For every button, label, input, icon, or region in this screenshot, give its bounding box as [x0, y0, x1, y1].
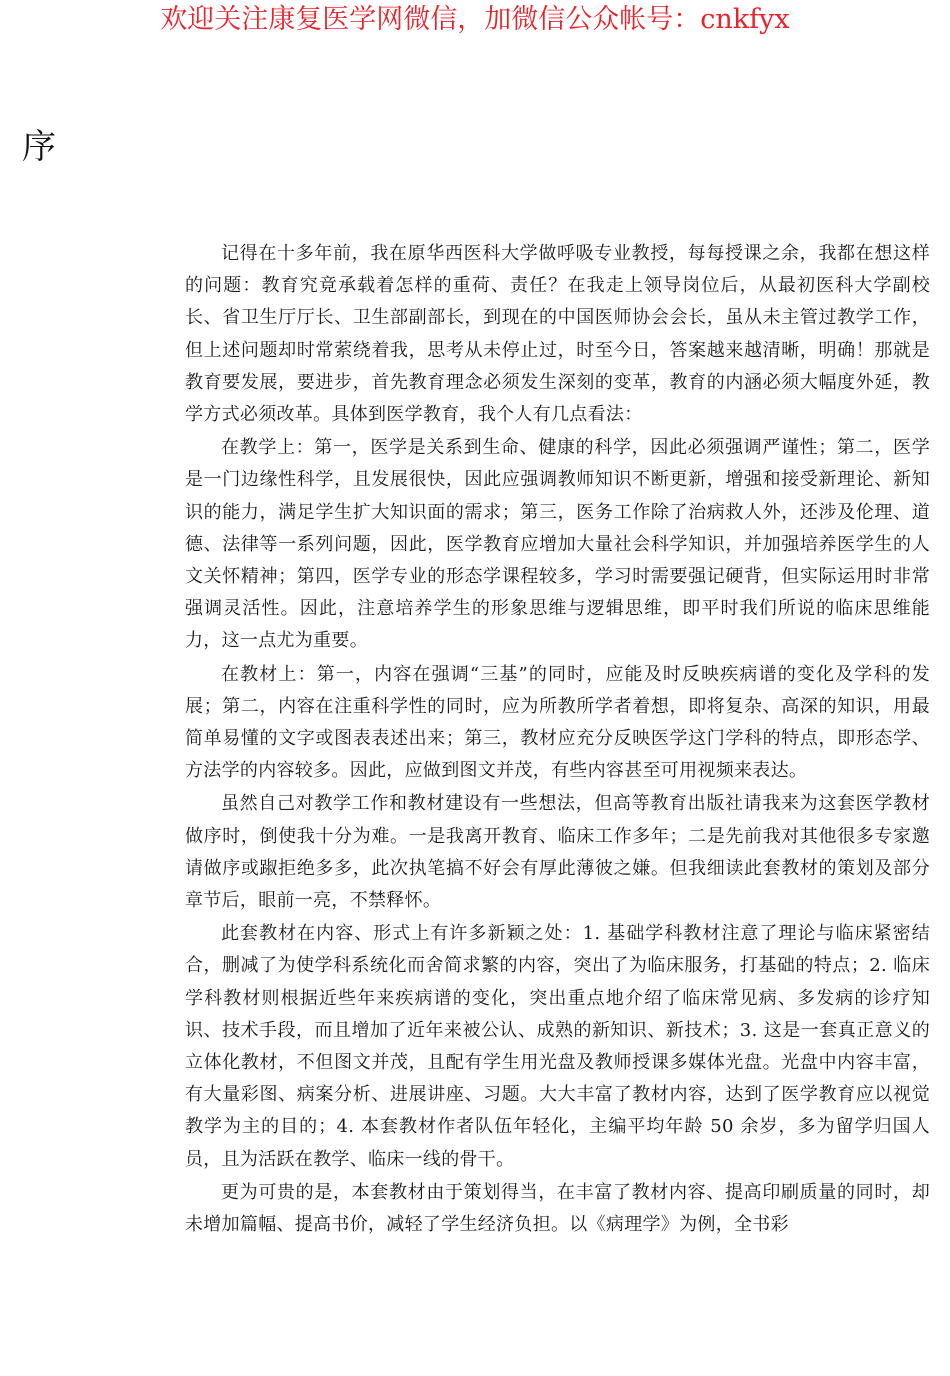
preface-body	[185, 238, 930, 1242]
page-heading: 序	[22, 127, 56, 167]
paragraph: 虽然自己对教学工作和教材建设有一些想法，但高等教育出版社请我来为这套医学教材做序时，倒使我十分为难。一是我离开教育、临床工作多年；二是先前我对其他很多专家邀请做序或踧拒绝多多，此次执笔搞不好会有厚此薄彼之嫌。但我细读此套教材的策划及部分章节后，眼前一亮，不禁释怀。	[185, 793, 930, 912]
paragraph: 更为可贵的是，本套教材由于策划得当，在丰富了教材内容、提高印刷质量的同时，却未增加篇幅、提高书价，减轻了学生经济负担。以《病理学》为例，全书彩	[185, 1181, 930, 1236]
paragraph: 在教学上：第一，医学是关系到生命、健康的科学，因此必须强调严谨性；第二，医学是一门边缘性科学，且发展很快，因此应强调教师知识不断更新，增强和接受新理论、新知识的能力，满足学生扩大知识面的需求；第三，医务工作除了治病救人外，还涉及伦理、道德、法律等一系列问题，因此，医学教育应增加大量社会科学知识，并加强培养医学生的人文关怀精神；第四，医学专业的形态学课程较多，学习时需要强记硬背，但实际运用时非常强调灵活性。因此，注意培养学生的形象思维与逻辑思维，即平时我们所说的临床思维能力，这一点尤为重要。	[185, 437, 930, 652]
paragraph: 此套教材在内容、形式上有许多新颖之处：1. 基础学科教材注意了理论与临床紧密结合，删减了为使学科系统化而舍简求繁的内容，突出了为临床服务，打基础的特点；2. 临床学科教材则根据近些年来疾病谱的变化，突出重点地介绍了临床常见病、多发病的诊疗知识、技术手段，而且增加了近年来被公认、成熟的新知识、新技术；3. 这是一套真正意义的立体化教材，不但图文并茂，且配有学生用光盘及教师授课多媒体光盘。光盘中内容丰富，有大量彩图、病案分析、进展讲座、习题。大大丰富了教材内容，达到了医学教育应以视觉教学为主的目的；4. 本套教材作者队伍年轻化，主编平均年龄 50 余岁，多为留学归国人员，且为活跃在教学、临床一线的骨干。	[185, 923, 930, 1170]
paragraph: 记得在十多年前，我在原华西医科大学做呼吸专业教授，每每授课之余，我都在想这样的问题：教育究竟承载着怎样的重荷、责任？在我走上领导岗位后，从最初医科大学副校长、省卫生厅厅长、卫生部副部长，到现在的中国医师协会会长，虽从未主管过教学工作，但上述问题却时常萦绕着我，思考从未停止过，时至今日，答案越来越清晰，明确！那就是教育要发展，要进步，首先教育理念必须发生深刻的变革，教育的内涵必须大幅度外延，教学方式必须改革。具体到医学教育，我个人有几点看法：	[185, 243, 930, 426]
paragraph: 在教材上：第一，内容在强调“三基”的同时，应能及时反映疾病谱的变化及学科的发展；第二，内容在注重科学性的同时，应为所教所学者着想，即将复杂、高深的知识，用最简单易懂的文字或图表表述出来；第三，教材应充分反映医学这门学科的特点，即形态学、方法学的内容较多。因此，应做到图文并茂，有些内容甚至可用视频来表达。	[185, 663, 930, 782]
promo-banner: 欢迎关注康复医学网微信，加微信公众帐号：cnkfyx	[160, 4, 790, 35]
